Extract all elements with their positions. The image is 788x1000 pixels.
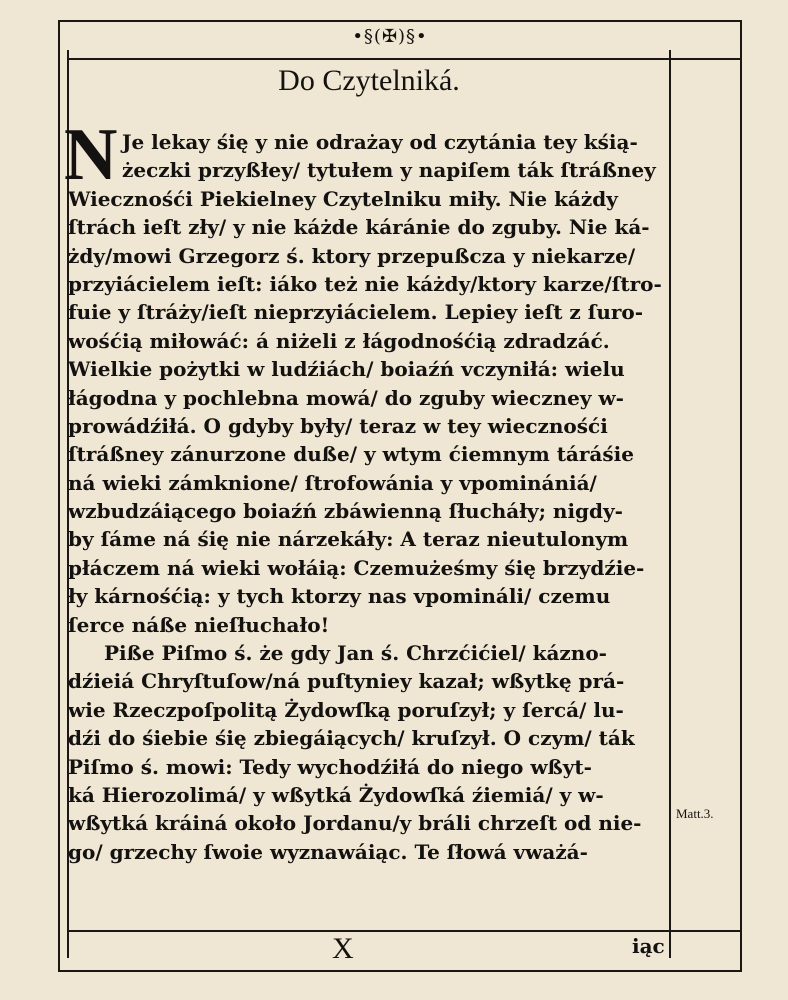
text-line: ká Hierozolimá/ y wßytká Żydowſká źiemiá/ y w-	[68, 782, 604, 807]
text-line: wie Rzeczpoſpolitą Żydowſką poruſzył; y ſercá/ lu-	[68, 697, 624, 722]
text-line: go/ grzechy ſwoie wyznawáiąc. Te ſłowá vważá-	[68, 839, 588, 864]
footer-rule	[67, 930, 669, 932]
margin-rule-bottom	[671, 930, 742, 932]
text-line: by ſáme ná śię nie nárzekáły: A teraz nieutulonym	[68, 527, 629, 552]
signature-mark: X	[332, 932, 354, 965]
margin-rule-top	[671, 58, 742, 60]
text-line: ná wieki zámknione/ ſtrofowánia y vpominániá/	[68, 470, 597, 495]
text-line: Wielkie pożytki w ludźiách/ boiaźń vczyniłá: wielu	[68, 357, 625, 382]
text-line: żdy/mowi Grzegorz ś. ktory przepußcza y niekarze/	[68, 243, 636, 268]
drop-cap: N	[64, 114, 118, 196]
margin-column-rule	[669, 50, 671, 958]
header-ornament-icon: •§(✠)§•	[352, 26, 428, 47]
body-text	[68, 128, 668, 866]
catchword: iąc	[632, 934, 665, 958]
text-line: wzbudzáiącego boiaźń zbáwienną ſłucháły; nigdy-	[68, 499, 623, 524]
text-line: wßytká kráiná około Jordanu/y bráli chrzeſt od nie-	[68, 811, 642, 836]
text-line: żeczki przyßłey/ tytułem y napiſem ták ſtráßney	[122, 158, 656, 183]
text-line: ły kárnośćią: y tych ktorzy nas vpomináli/ czemu	[68, 584, 611, 609]
header-rule	[67, 58, 669, 60]
text-line: fuie y ſtráży/ieſt nieprzyiácielem. Lepiey ieſt z ſuro-	[68, 300, 644, 325]
page-title: Do Czytelniká.	[278, 64, 460, 97]
text-line: dźieiá Chryſtuſow/ná puſtyniey kazał; wßytkę prá-	[68, 669, 625, 694]
text-line: przyiácielem ieſt: iáko też nie káżdy/ktory karze/ſtro-	[68, 271, 662, 296]
text-line: Piße Piſmo ś. że gdy Jan ś. Chrzćićiel/ kázno-	[104, 641, 607, 666]
text-line: płáczem ná wieki wołáią: Czemużeśmy śię brzydźie-	[68, 555, 645, 580]
text-line: łágodna y pochlebna mowá/ do zguby wieczney w-	[68, 385, 624, 410]
marginal-note: Matt.3.	[676, 806, 714, 821]
text-line: dźi do śiebie śię zbiegáiących/ kruſzył. O czym/ ták	[68, 726, 635, 751]
text-line: Je lekay śię y nie odrażay od czytánia tey kśią-	[122, 130, 638, 154]
text-line: Wiecznośći Piekielney Czytelniku miły. Nie káżdy	[68, 186, 618, 211]
text-line: wośćią miłowáć: á niżeli z łágodnośćią zdradzáć.	[68, 328, 610, 353]
text-line: ſtrách ieſt zły/ y nie káżde káránie do zguby. Nie ká-	[68, 215, 650, 240]
text-line: Piſmo ś. mowi: Tedy wychodźiłá do niego wßyt-	[68, 754, 592, 779]
text-line: ſtráßney zánurzone duße/ y wtym ćiemnym táráśie	[68, 442, 634, 467]
text-line: ſerce náße nieſłuchało!	[68, 612, 330, 637]
text-line: prowádźiłá. O gdyby były/ teraz w tey wiecznośći	[68, 413, 608, 438]
